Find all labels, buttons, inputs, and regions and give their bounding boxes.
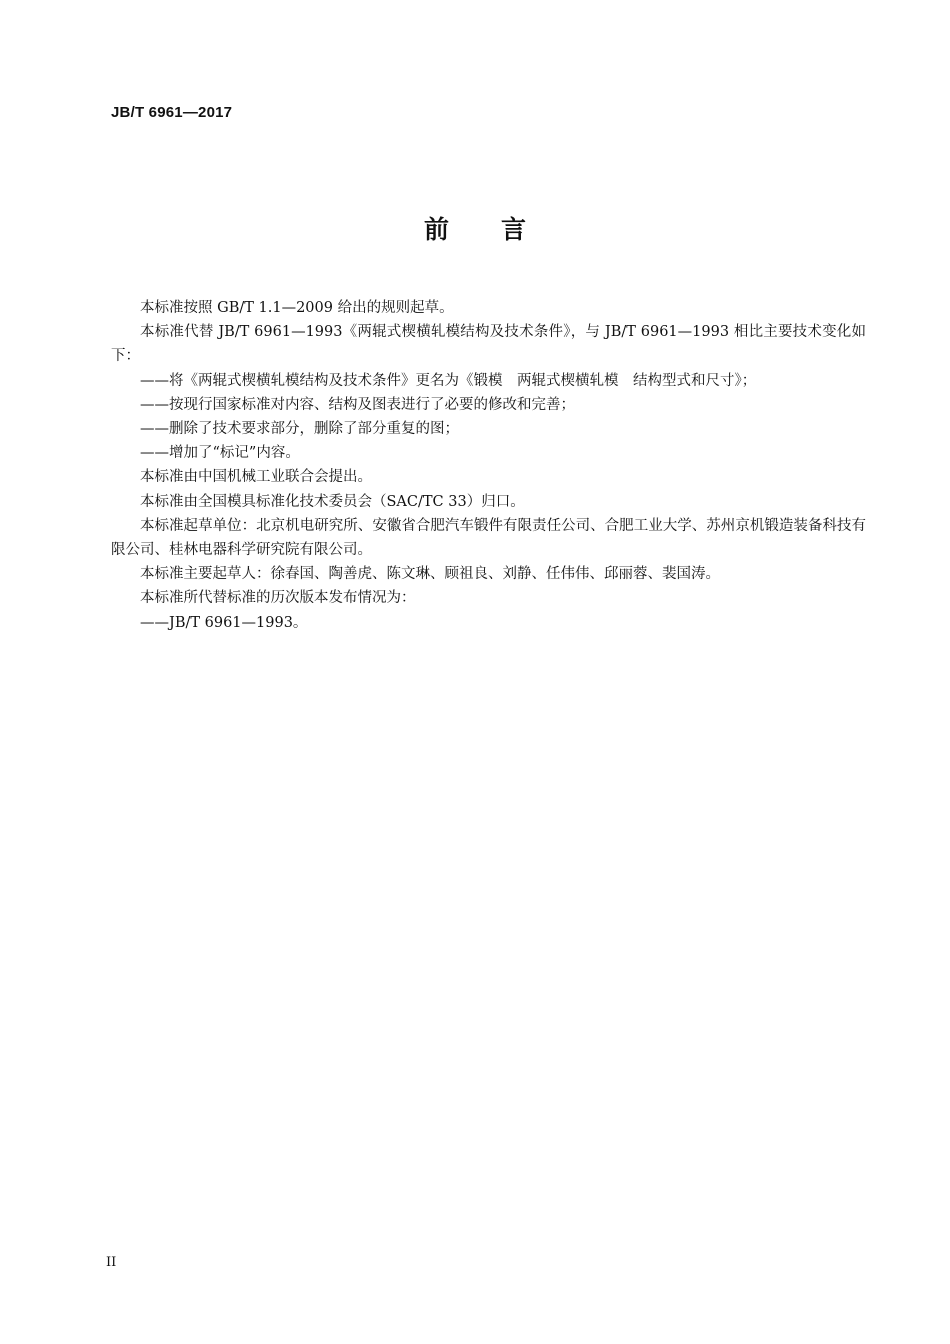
change-item: ——增加了“标记”内容。 [140, 445, 300, 462]
title-char-1: 前 [423, 215, 449, 244]
paragraph-proposer: 本标准由中国机械工业联合会提出。 [140, 469, 372, 486]
history-item: ——JB/T 6961—1993。 [140, 614, 308, 631]
title-char-2: 言 [501, 215, 527, 244]
paragraph-drafting-units: 本标准起草单位：北京机电研究所、安徽省合肥汽车锻件有限责任公司、合肥工业大学、苏州京机锻造装备科技有限公司、桂林电器科学研究院有限公司。 [111, 517, 866, 559]
paragraph-drafters: 本标准主要起草人：徐春国、陶善虎、陈文琳、顾祖良、刘静、任伟伟、邱丽蓉、裴国涛。 [140, 566, 720, 583]
paragraph-committee: 本标准由全国模具标准化技术委员会（SAC/TC 33）归口。 [140, 493, 525, 510]
paragraph-history: 本标准所代替标准的历次版本发布情况为： [140, 590, 416, 607]
change-item: ——将《两辊式楔横轧模结构及技术条件》更名为《锻模 两辊式楔横轧模 结构型式和尺寸》； [140, 372, 757, 389]
page-number: II [106, 1255, 117, 1270]
change-item: ——按现行国家标准对内容、结构及图表进行了必要的修改和完善； [140, 396, 575, 413]
paragraph-replacement: 本标准代替 JB/T 6961—1993《两辊式楔横轧模结构及技术条件》，与 JB/T 6961—1993 相比主要技术变化如下： [111, 324, 866, 365]
change-item: ——删除了技术要求部分，删除了部分重复的图； [140, 421, 459, 438]
standard-code: JB/T 6961—2017 [111, 104, 233, 121]
paragraph-drafting-rules: 本标准按照 GB/T 1.1—2009 给出的规则起草。 [140, 300, 454, 316]
page-title [0, 210, 950, 246]
foreword-body [111, 296, 866, 635]
